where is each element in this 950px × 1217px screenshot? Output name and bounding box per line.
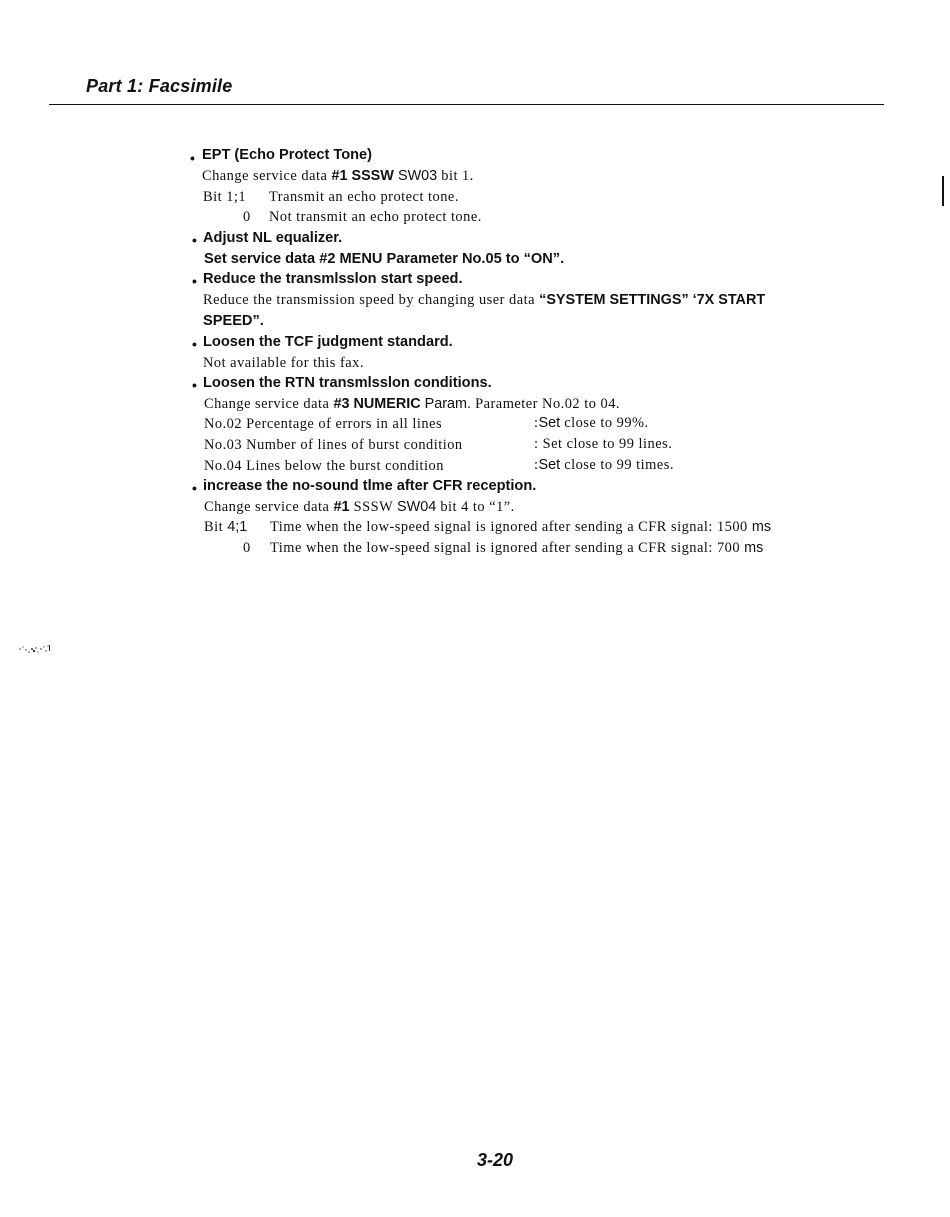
body-code: #1 — [333, 499, 350, 515]
bit-text: Not transmit an echo protect tone. — [269, 209, 482, 225]
bit-key-text: Bit — [204, 519, 228, 535]
body-text: Change service data — [204, 396, 334, 412]
body-code: SW03 — [397, 168, 438, 184]
item-body-ept — [202, 166, 474, 186]
item-heading-nl-equalizer: Adjust NL equalizer. — [203, 230, 343, 246]
param-set: Set — [538, 415, 561, 431]
item-heading-start-speed: Reduce the transmlsslon start speed. — [203, 271, 463, 287]
param-name: No.04 Lines below the burst condition — [204, 458, 444, 474]
bit-unit: ms — [751, 519, 772, 535]
body-text: bit 4 to “1”. — [436, 499, 515, 515]
item-heading-ept: EPT (Echo Protect Tone) — [202, 147, 373, 163]
bit-unit: ms — [744, 540, 764, 556]
item-body-tcf: Not available for this fax. — [203, 355, 364, 371]
page-number: 3-20 — [476, 1150, 514, 1170]
bullet: • — [192, 377, 197, 393]
item-body-start-speed — [203, 290, 765, 310]
param-sep: : — [534, 415, 539, 431]
item-body-rtn — [204, 394, 620, 414]
bit-key: Bit 1;1 — [203, 189, 247, 205]
item-heading-tcf: Loosen the TCF judgment standard. — [203, 334, 453, 350]
body-text: Change service data — [204, 499, 334, 515]
param-value — [534, 434, 672, 454]
item-body-nl-equalizer: Set service data #2 MENU Parameter No.05 to “ON”. — [204, 251, 565, 267]
body-text: Change service data — [202, 168, 332, 184]
bullet: • — [192, 273, 197, 289]
param-set: Set — [538, 457, 561, 473]
body-text: bit 1. — [437, 168, 474, 184]
param-sep: : — [534, 436, 543, 452]
body-text: SSSW — [349, 499, 398, 515]
param-value — [534, 413, 649, 433]
item-heading-no-sound: increase the no-sound tlme after CFR reception. — [203, 478, 537, 494]
bullet: • — [192, 480, 197, 496]
body-setting: “SYSTEM SETTINGS” ‘7X START — [539, 292, 766, 308]
param-value-text: close to 99 lines. — [562, 436, 673, 452]
bit-key — [204, 517, 247, 537]
body-code: SW04 — [397, 499, 437, 515]
bit-text: Transmit an echo protect tone. — [269, 189, 459, 205]
bullet: • — [192, 336, 197, 352]
item-body-no-sound — [204, 497, 515, 517]
bit-text-value: Time when the low-speed signal is ignored after sending a CFR signal: 1500 — [270, 519, 752, 535]
body-code: #1 SSSW — [331, 168, 394, 184]
body-code: Param. — [420, 396, 472, 412]
param-value-text: close to 99%. — [560, 415, 649, 431]
bit-text-value: Time when the low-speed signal is ignored after sending a CFR signal: 700 — [270, 540, 745, 556]
page-header-title: Part 1: Facsimile — [86, 76, 233, 96]
param-name: No.02 Percentage of errors in all lines — [204, 416, 443, 432]
bit-key: 0 — [243, 540, 251, 556]
param-name: No.03 Number of lines of burst condition — [204, 437, 463, 453]
param-sep: : — [534, 457, 539, 473]
bullet: • — [190, 150, 195, 166]
bit-text — [270, 538, 763, 558]
body-text: Reduce the transmission speed by changing user data — [203, 292, 540, 308]
item-body-start-speed-cont: SPEED”. — [203, 313, 264, 329]
bit-text — [270, 517, 771, 537]
bullet: • — [192, 232, 197, 248]
bit-key-value: 4;1 — [227, 519, 248, 535]
param-set: Set — [542, 436, 563, 452]
body-code: #3 NUMERIC — [333, 396, 421, 412]
param-value-text: close to 99 times. — [560, 457, 674, 473]
param-value — [534, 455, 674, 475]
item-heading-rtn: Loosen the RTN transmlsslon conditions. — [203, 375, 492, 391]
bit-key: 0 — [243, 209, 251, 225]
body-text: Parameter No.02 to 04. — [471, 396, 621, 412]
